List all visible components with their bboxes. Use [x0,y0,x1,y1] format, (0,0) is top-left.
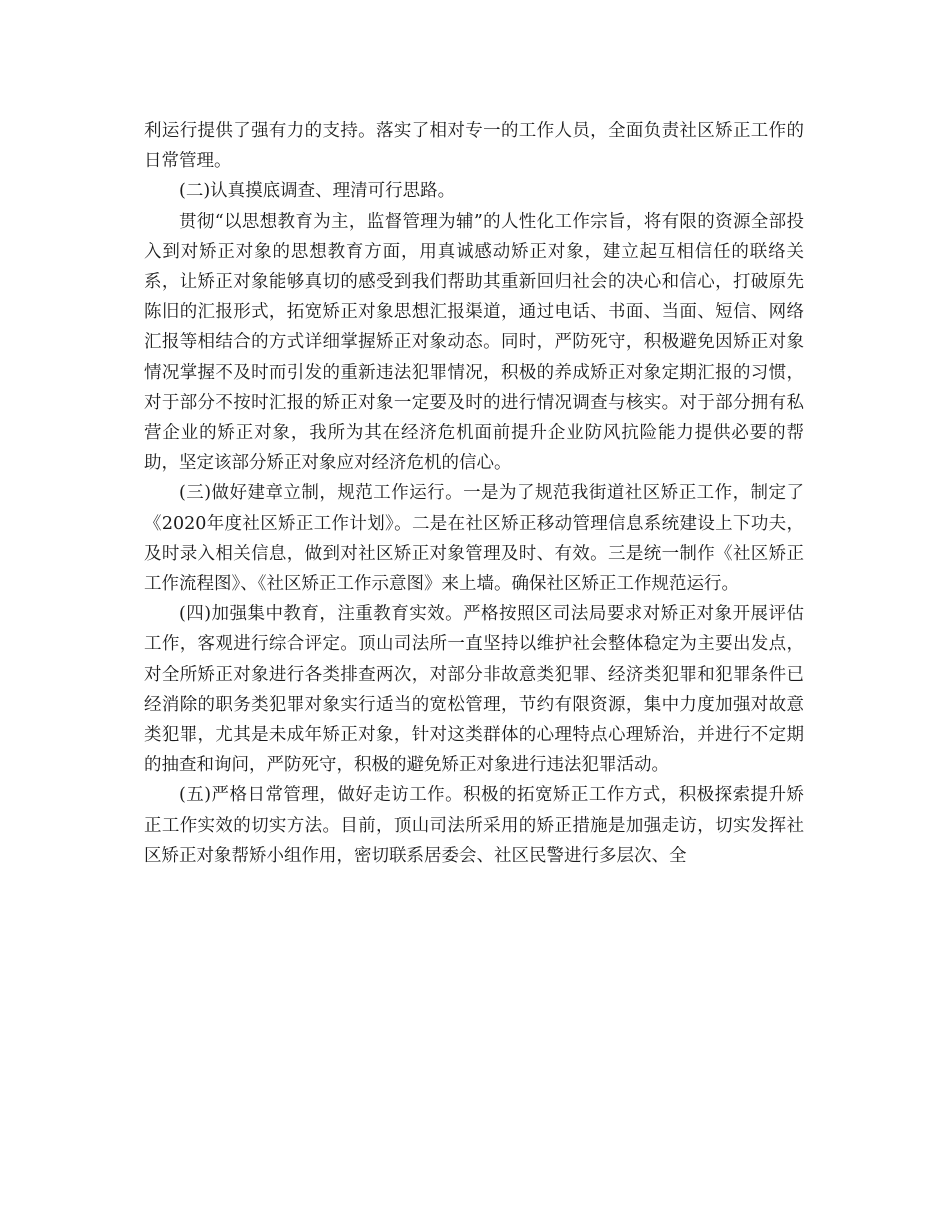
paragraph-section-3: (三)做好建章立制，规范工作运行。一是为了规范我街道社区矫正工作，制定了《2020年度社区矫正工作计划》。二是在社区矫正移动管理信息系统建设上下功夫，及时录入相关信息，做到对社区矫正对象管理及时、有效。三是统一制作《社区矫正工作流程图》、《社区矫正工作示意图》来上墙。确保社区矫正工作规范运行。 [144,483,804,595]
paragraph-continuation: 利运行提供了强有力的支持。落实了相对专一的工作人员，全面负责社区矫正工作的日常管理。 [144,121,804,172]
section-heading-2: (二)认真摸底调查、理清可行思路。 [179,181,456,202]
paragraph-section-5: (五)严格日常管理，做好走访工作。积极的拓宽矫正工作方式，积极探索提升矫正工作实效的切实方法。目前，顶山司法所采用的矫正措施是加强走访，切实发挥社区矫正对象帮矫小组作用，密切联系居委会、社区民警进行多层次、全 [144,785,804,866]
paragraph-section-4: (四)加强集中教育，注重教育实效。严格按照区司法局要求对矫正对象开展评估工作，客观进行综合评定。顶山司法所一直坚持以维护社会整体稳定为主要出发点，对全所矫正对象进行各类排查两次，对部分非故意类犯罪、经济类犯罪和犯罪条件已经消除的职务类犯罪对象实行适当的宽松管理，节约有限资源，集中力度加强对故意类犯罪，尤其是未成年矫正对象，针对这类群体的心理特点心理矫治，并进行不定期的抽查和询问，严防死守，积极的避免矫正对象进行违法犯罪活动。 [144,604,804,776]
document-page [144,116,804,871]
paragraph-thought-education: 贯彻“以思想教育为主，监督管理为辅”的人性化工作宗旨，将有限的资源全部投入到对矫正对象的思想教育方面，用真诚感动矫正对象，建立起互相信任的联络关系，让矫正对象能够真切的感受到我们帮助其重新回归社会的决心和信心，打破原先陈旧的汇报形式，拓宽矫正对象思想汇报渠道，通过电话、书面、当面、短信、网络汇报等相结合的方式详细掌握矫正对象动态。同时，严防死守，积极避免因矫正对象情况掌握不及时而引发的重新违法犯罪情况，积极的养成矫正对象定期汇报的习惯，对于部分不按时汇报的矫正对象一定要及时的进行情况调查与核实。对于部分拥有私营企业的矫正对象，我所为其在经济危机面前提升企业防风抗险能力提供必要的帮助，坚定该部分矫正对象应对经济危机的信心。 [144,211,804,474]
